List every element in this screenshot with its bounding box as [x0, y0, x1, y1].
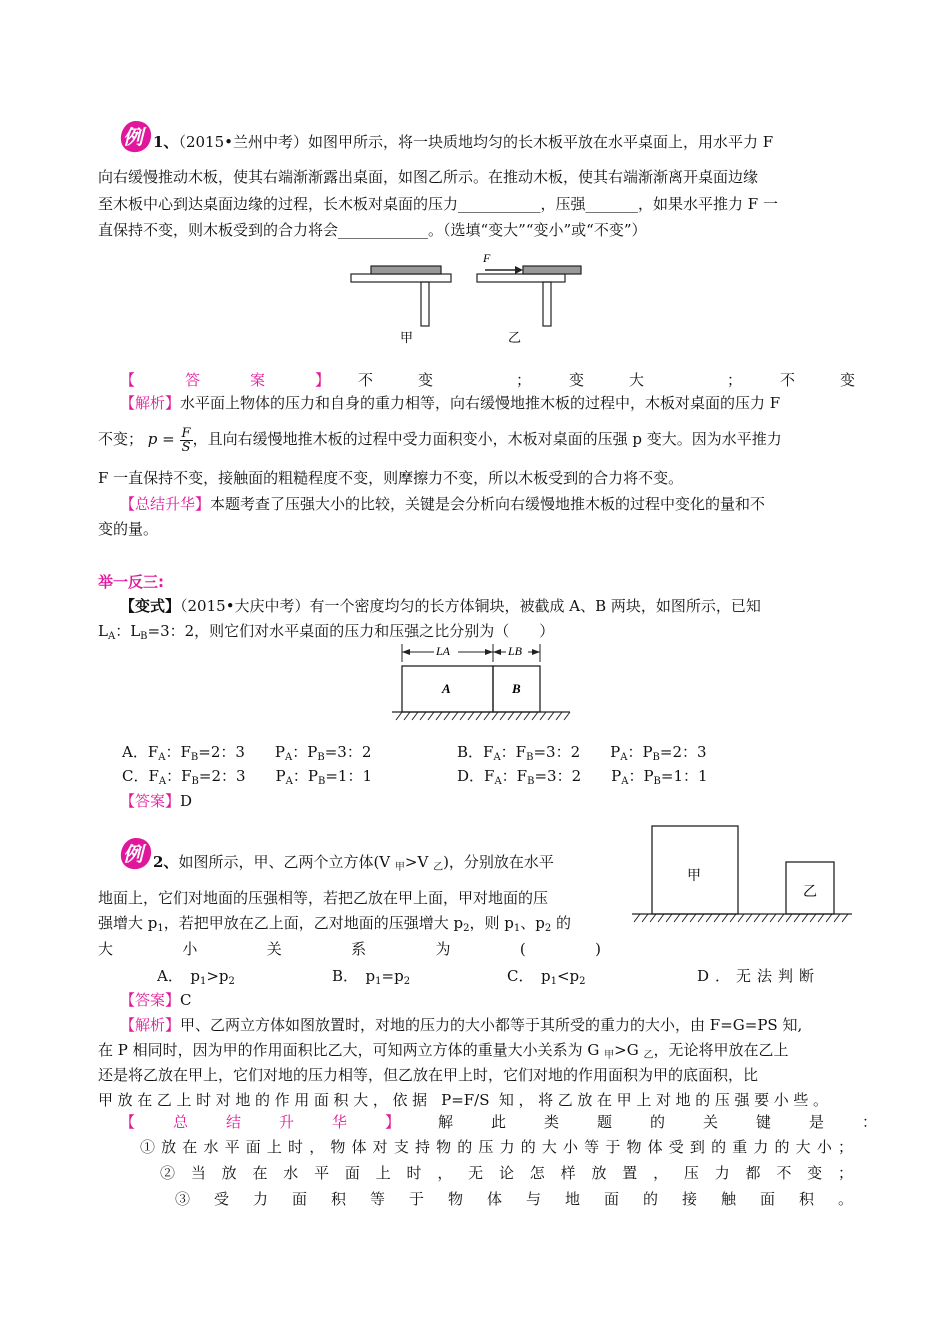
practice-answer-tag: 【答案】 — [120, 792, 181, 810]
dim-arrow-icon — [493, 649, 501, 655]
ex1-text-1: （2015•兰州中考）如图甲所示，将一块质地均匀的长木板平放在水平桌面上，用水平力 F — [178, 133, 774, 151]
example-badge-text: 例 — [123, 125, 143, 149]
ex2-summary-line — [120, 1111, 916, 1133]
fig-yi-table-leg — [543, 282, 551, 326]
answer-sep-1: ； — [515, 371, 531, 389]
practice-heading: 举一反三: — [98, 573, 164, 591]
practice-option-b: B．$F_A$：$F_B=3$：2 $P_A$：$P_B=2$：3 — [457, 743, 707, 763]
practice-answer-line — [120, 790, 875, 812]
formula-num: F — [181, 425, 191, 441]
fig-label-jia: 甲 — [400, 331, 414, 346]
dim-arrow-icon — [402, 649, 410, 655]
ex2-analysis-line-2: 在 P 相同时，因为甲的作用面积比乙大，可知两立方体的重量大小关系为 G $_甲$>G $_乙$，无论将甲放在乙上 — [98, 1041, 789, 1061]
practice-figure — [390, 640, 575, 726]
answer-tag-text: 【答案】 — [120, 371, 381, 389]
ex2-l4-w1: 大 — [98, 940, 114, 958]
practice-option-c: C．$F_A$：$F_B=2$：3 $P_A$：$P_B=1$：1 — [122, 767, 372, 787]
summary-text-1: 本题考查了压强大小的比较，关键是会分析向右缓慢地推木板的过程中变化的量和不 — [210, 495, 766, 513]
practice-option-d: D．$F_A$：$F_B=3$：2 $P_A$：$P_B=1$：1 — [457, 767, 708, 787]
ex2-l4-w6: ( — [519, 940, 526, 958]
ex1-line-4: 直保持不变，则木板受到的合力将会____________。（选填“变大”“变小”或“不变”） — [98, 221, 647, 239]
ex2-answer: C — [180, 991, 192, 1009]
ex2-l4-w5: 为 — [435, 940, 451, 958]
ex1-line-3: 至木板中心到达桌面边缘的过程，长木板对桌面的压力___________，压强_______，如果水平推力 F 一 — [98, 195, 778, 213]
ex2-summary-text: 解此类题的关键是： — [438, 1113, 916, 1131]
fig-cube-yi-label: 乙 — [803, 884, 817, 900]
formula-den: S — [181, 439, 191, 455]
answer-part-1: 不变 — [357, 371, 478, 389]
answer-part-2: 变大 — [568, 371, 689, 389]
ex2-option-b: B． $p_1=p_2$ — [332, 967, 411, 987]
ex2-line-1: 2、如图所示，甲、乙两个立方体(V $_甲$>V $_乙$)，分别放在水平 — [153, 853, 554, 873]
ex2-answer-tag: 【答案】 — [120, 991, 181, 1009]
ex1-analysis-line-3: F 一直保持不变，接触面的粗糙程度不变，则摩擦力不变，所以木板受到的合力将不变。 — [98, 469, 684, 487]
practice-tag: 【变式】 — [120, 597, 181, 615]
answer-tag — [120, 369, 381, 391]
ex1-summary-line-1 — [120, 493, 855, 515]
ground-hatch — [634, 914, 848, 922]
summary-tag: 【总结升华】 — [120, 495, 211, 513]
ex1-analysis-line-2 — [98, 426, 853, 454]
ex2-line-3: 强增大 $p_1$，若把甲放在乙上面，乙对地面的压强增大 $p_2$，则 $p_1$、$p_2$ 的 — [98, 914, 572, 934]
practice-text-1: （2015•大庆中考）有一个密度均匀的长方体铜块，被截成 A、B 两块，如图所示，已知 — [180, 597, 761, 615]
ex1-answer-line — [120, 369, 900, 391]
fig-jia-table-leg — [421, 282, 429, 326]
ex1-line-1 — [153, 131, 853, 153]
analysis-text-1: 水平面上物体的压力和自身的重力相等，向右缓慢地推木板的过程中，木板对桌面的压力 F — [180, 394, 781, 412]
ex2-point-2: ②当放在水平面上时，无论怎样放置，压力都不变； — [160, 1164, 853, 1182]
analysis-tag: 【解析】 — [120, 394, 181, 412]
ex2-line-4 — [98, 938, 601, 960]
ex1-analysis-line-1 — [120, 392, 855, 414]
fig-jia-board — [371, 266, 441, 274]
analysis-text-2a: 不变； — [98, 430, 144, 448]
ex2-l4-w3: 关 — [266, 940, 282, 958]
fig-yi-board — [523, 266, 581, 274]
ex1-line-2: 向右缓慢推动木板，使其右端渐渐露出桌面，如图乙所示。在推动木板，使其右端渐渐离开桌面边缘 — [98, 168, 759, 186]
formula-fraction — [180, 427, 193, 454]
ex2-analysis-tag: 【解析】 — [120, 1016, 181, 1034]
ex2-option-a: A． $p_1>p_2$ — [157, 967, 235, 987]
ground-hatch — [396, 712, 570, 720]
ex2-point-1: ①放在水平面上时，物体对支持物的压力的大小等于物体受到的重力的大小； — [140, 1138, 853, 1156]
ex2-analysis-text-1: 甲、乙两立方体如图放置时，对地的压力的大小都等于其所受的重力的大小，由 F=G=PS 知, — [180, 1016, 803, 1034]
answer-part-3: 不变 — [779, 371, 900, 389]
ex2-l4-w4: 系 — [351, 940, 367, 958]
fig-label-B: B — [512, 681, 521, 696]
practice-line-1 — [120, 595, 855, 617]
fig-cube-jia-label: 甲 — [687, 868, 701, 884]
ex2-l4-w7: ) — [595, 940, 601, 958]
force-arrowhead-icon — [515, 266, 523, 274]
fig-label-A: A — [442, 681, 451, 696]
fig-jia-table-top — [351, 274, 451, 282]
fig-label-LA: LA — [436, 644, 451, 658]
ex2-line-2: 地面上，它们对地面的压强相等，若把乙放在甲上面，甲对地面的压 — [98, 889, 549, 907]
analysis-text-2b: ，且向右缓慢地推木板的过程中受力面积变小，木板对桌面的压强 p 变大。因为水平推力 — [192, 430, 782, 448]
ex2-point-3: ③受力面积等于物体与地面的接触面积。 — [175, 1190, 853, 1208]
ex2-option-c: C． $p_1<p_2$ — [507, 967, 586, 987]
ex1-number: 1、 — [153, 133, 179, 151]
ex2-option-d: D．无法判断 — [697, 967, 821, 985]
ex1-summary-line-2: 变的量。 — [98, 520, 159, 538]
ex1-figure — [345, 250, 585, 350]
practice-line-2: $L_A$：$L_B=3$：2，则它们对水平桌面的压力和压强之比分别为（ ） — [98, 622, 555, 642]
ex2-analysis-line-4: 甲放在乙上时对地的作用面积大，依据 P=F/S 知，将乙放在甲上对地的压强要小些。 — [98, 1091, 828, 1109]
example-badge-text: 例 — [123, 842, 143, 866]
dim-arrow-icon — [485, 649, 493, 655]
ex2-summary-tag: 【总结升华】 — [120, 1113, 439, 1131]
ex2-figure — [630, 820, 855, 928]
practice-answer: D — [180, 792, 193, 810]
ex2-l4-w2: 小 — [182, 940, 198, 958]
fig-label-LB: LB — [508, 644, 523, 658]
fig-force-label: F — [483, 251, 491, 265]
fig-label-yi: 乙 — [508, 331, 522, 346]
dim-arrow-icon — [532, 649, 540, 655]
answer-sep-2: ； — [726, 371, 742, 389]
practice-option-a: A．$F_A$：$F_B=2$：3 $P_A$：$P_B=3$：2 — [122, 743, 372, 763]
formula-lhs: p = — [147, 430, 175, 448]
ex2-answer-line — [120, 989, 875, 1011]
ex2-analysis-line-1 — [120, 1014, 855, 1036]
ex2-analysis-line-3: 还是将乙放在甲上，它们对地的压力相等，但乙放在甲上时，它们对地的作用面积为甲的底面积，比 — [98, 1066, 759, 1084]
ex2-number: 2、 — [153, 853, 179, 871]
fig-yi-table-top — [477, 274, 565, 282]
